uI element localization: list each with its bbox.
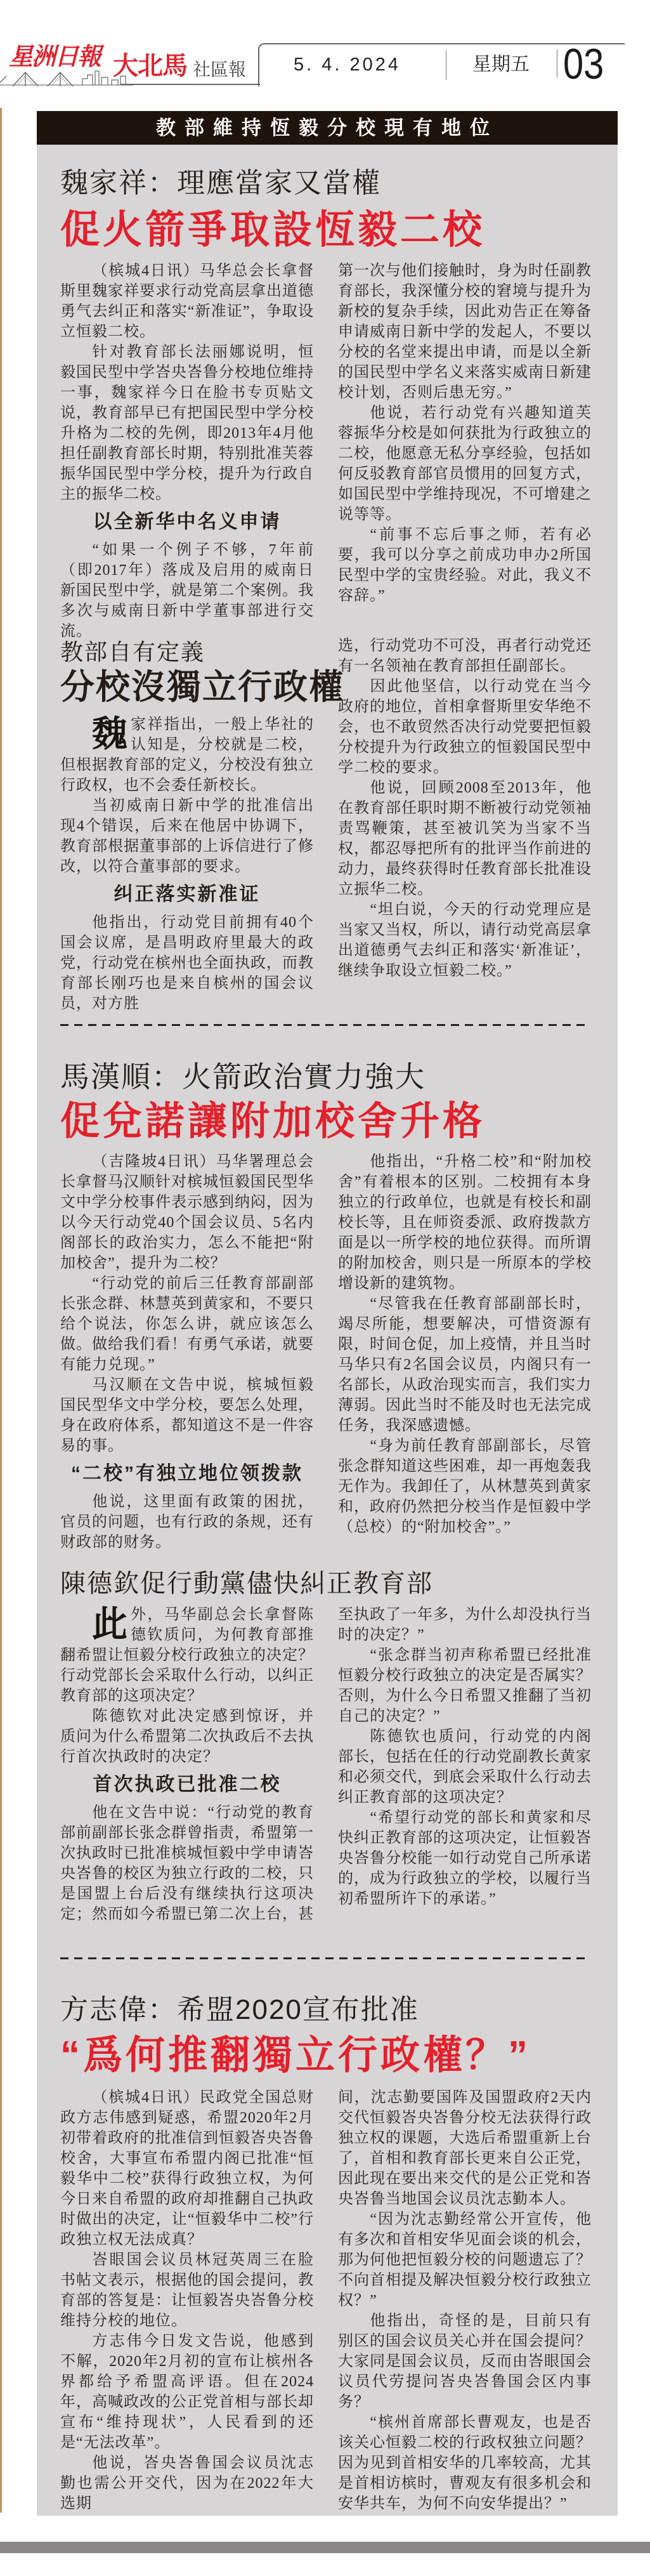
- paragraph: 他说，峇央峇鲁国会议员沈志勤也需公开交代，因为在2022年大选期: [60, 2455, 314, 2512]
- paragraph: 间，沈志勤要国阵及国盟政府2天内交代恒毅峇央峇鲁分校无法获得行政独立权的课题，大选后希盟重新上台了，首相和教育部长更来自公正党，因此现在要出来交代的是公正党和峇央峇鲁当地国会议员沈志勤本人。: [338, 2089, 592, 2207]
- article-column-right: [338, 1152, 592, 1537]
- article-kicker: 教部自有定義: [60, 639, 205, 665]
- subheading: “二校”有独立地位领拨款: [71, 1463, 303, 1484]
- paragraph: “前事不忘后事之师，若有必要，我可以分享之前成功申办2所国民型中学的宝贵经验。对此，我义不容辞。”: [338, 527, 592, 604]
- paragraph: “槟州首席部长曹观友，也是否该关心恒毅二校的行政权独立问题？因为见到首相安华的几率较高，尤其是首相访槟时，曹观友有很多机会和安华共车，为何不向安华提出？”: [338, 2414, 592, 2512]
- article-kicker: 馬漢順：火箭政治實力強大: [60, 1060, 426, 1093]
- issue-date: 5. 4. 2024: [294, 55, 401, 75]
- article-column-left: [60, 714, 314, 1014]
- page-number: 03: [563, 40, 604, 88]
- paragraph: “如果一个例子不够，7年前（即2017年）落成及启用的威南日新国民型中学，就是第二个案例。我多次与威南日新中学董事部进行交流。: [60, 542, 314, 640]
- edition-suffix: 社區報: [193, 60, 247, 79]
- paragraph: 他指出，奇怪的是，目前只有别区的国会议员关心并在国会提问？大家同是国会议员，反而由峇眼国会议员代劳提问峇央峇鲁国会区内事务？: [338, 2313, 592, 2410]
- paragraph: 他说，回顾2008至2013年，他在教育部任职时期不断被行动党领袖责骂鞭策，甚至被讥笑为当家不当权，都忍辱把所有的批评当作前进的动力，最终获得时任教育部长批准设立振华二校。: [338, 780, 592, 898]
- article-headline: 促火箭爭取設恆毅二校: [60, 208, 486, 252]
- article-headline: 促兌諾讓附加校舍升格: [60, 1100, 486, 1143]
- page-edge-strip: [0, 108, 2, 2513]
- paragraph: （槟城4日讯）民政党全国总财政方志伟感到疑惑，希盟2020年2月初带着政府的批准信到恒毅峇央峇鲁校舍，大事宣布希盟内阁已批准“恒毅华中二校”获得行政独立权，为何今日来自希盟的政府却推翻自己执政时做出的决定，让“恒毅华中二校”行政独立权无法成真？: [60, 2089, 314, 2248]
- paragraph: 陈德钦也质问，行动党的内阁部长，包括在任的行动党副教长黄家和必须交代，到底会采取什么行动去纠正教育部的这项决定？: [338, 1728, 592, 1806]
- paragraph: 马汉顺在文告中说，槟城恒毅国民型华文中学分校，要怎么处理，身在政府体系，都知道这不是一件容易的事。: [60, 1377, 314, 1454]
- paragraph: “行动党的前后三任教育部副部长张念群、林慧英到黄家和，不要只给个说法，你怎么讲，就应该怎么做。做给我们看！有勇气承诺，就要有能力兑现。”: [60, 1275, 314, 1373]
- paragraph: 他指出，行动党目前拥有40个国会议席，是昌明政府里最大的政党，行动党在槟州也全面执政，而教育部长刚巧也是来自槟州的国会议员，对方胜: [60, 914, 314, 1012]
- article-headline: 分校沒獨立行政權: [60, 668, 344, 706]
- paragraph: 至执政了一年多，为什么却没执行当时的决定？”: [338, 1607, 592, 1643]
- paragraph: 峇眼国会议员林冠英周三在脸书帖文表示，根据他的国会提问，教育部的答复是：让恒毅峇央峇鲁分校维持分校的地位。: [60, 2252, 314, 2329]
- footer-bar: [0, 2542, 650, 2553]
- paragraph: 选，行动党功不可没，再者行动党还有一名领袖在教育部担任副部长。: [338, 638, 592, 674]
- paragraph: “张念群当初声称希盟已经批准恒毅分校行政独立的决定是否属实？否则，为什么今日希盟又推翻了当初自己的决定？”: [338, 1647, 592, 1725]
- paragraph: 方志伟今日发文告说，他感到不解，2020年2月初的宣布让槟州各界都给予希盟高评语。但在2024年，高喊政改的公正党首相与部长却宣布“维持现状”，人民看到的还是“无法改革”。: [60, 2333, 314, 2451]
- paragraph: 当初威南日新中学的批准信出现4个错误，后来在他居中协调下，教育部根据董事部的上诉信进行了修改，以符合董事部的要求。: [60, 798, 314, 875]
- paragraph-text: 家祥指出，一般上华社的认知是，分校就是二校，但根据教育部的定义，分校没有独立行政权，也不会委任新校长。: [60, 716, 314, 794]
- paragraph: “希望行动党的部长和黄家和尽快纠正教育部的这项决定，让恒毅峇央峇鲁分校能一如行动党自己所承诺的，成为行政独立的学校，以履行当初希盟所许下的承诺。”: [338, 1810, 592, 1907]
- paragraph: 他说，这里面有政策的困扰，官员的问题，也有行政的条规，还有财政部的财务。: [60, 1494, 314, 1551]
- article-column-right: [338, 1605, 592, 1909]
- subheading: 纠正落实新准证: [114, 884, 261, 905]
- article-column-right: [338, 2087, 592, 2514]
- article-kicker: 魏家祥：理應當家又當權: [60, 168, 381, 199]
- edition-logo: 大北馬: [113, 52, 187, 80]
- paragraph: “坦白说，今天的行动党理应是当家又当权，所以，请行动党高层拿出道德勇气去纠正和落实‘新准证’，继续争取设立恒毅二校。”: [338, 902, 592, 979]
- article-kicker: 方志偉：希盟2020宣布批准: [60, 1994, 419, 2025]
- paper-logo: 星洲日報: [9, 42, 101, 70]
- paragraph: [60, 1605, 314, 1706]
- masthead-rule: [120, 84, 260, 85]
- paragraph: 他在文告中说：“行动党的教育部前副部长张念群曾指责，希盟第一次执政时已批准槟城恒毅中学申请峇央峇鲁的校区为独立行政的二校，只是国盟上台后没有继续执行这项决定；然而如今希盟已第二次上台，甚: [60, 1804, 314, 1922]
- paragraph: （吉隆坡4日讯）马华署理总会长拿督马汉顺针对槟城恒毅国民型华文中学分校事件表示感到纳闷，因为以今天行动党40个国会议员、5名内阁部长的政治实力，怎么不能把“附加校舍”，提升为二校？: [60, 1153, 314, 1272]
- dashed-divider: [60, 1957, 590, 1959]
- paragraph: 因此他坚信，以行动党在当今政府的地位，首相拿督斯里安华绝不会，也不敢贸然否决行动党要把恒毅分校提升为行政独立的恒毅国民型中学二校的要求。: [338, 678, 592, 776]
- dashed-divider: [60, 1024, 590, 1026]
- paragraph: 针对教育部长法丽娜说明，恒毅国民型中学峇央峇鲁分校地位维持一事，魏家祥今日在脸书专页贴文说，教育部早已有把国民型中学分校升格为二校的先例，即2013年4月他担任副教育部长时期，特别批准芙蓉振华国民型中学分校，提升为行政自主的振华二校。: [60, 344, 314, 503]
- issue-weekday: 星期五: [472, 54, 530, 75]
- drop-cap: 魏: [92, 714, 128, 755]
- paragraph: [60, 714, 314, 796]
- paragraph: 第一次与他们接触时，身为时任副教育部长，我深懂分校的窘境与提升为新校的复杂手续，因此劝告正在筹备申请威南日新中学的发起人，不要以分校的名堂来提出申请，而是以全新的国民型中学名义来落实威南日新建校计划，否则后患无穷。”: [338, 263, 592, 401]
- article-column-right: [338, 636, 592, 981]
- article-column-right: [338, 261, 592, 606]
- paragraph: “因为沈志勤经常公开宣传，他有多次和首相安华见面会谈的机会，那为何他把恒毅分校的问题遗忘了？不向首相提及解决恒毅分校行政独立权？”: [338, 2211, 592, 2309]
- article-column-left: [60, 1605, 314, 1924]
- drop-cap: 此: [92, 1604, 128, 1645]
- paragraph: 陈德钦对此决定感到惊讶，并质问为什么希盟第二次执政后不去执行首次执政时的决定？: [60, 1708, 314, 1765]
- subheading: 首次执政已批准二校: [93, 1774, 282, 1795]
- paragraph: 他指出，“升格二校”和“附加校舍”有着根本的区别。二校拥有本身独立的行政单位，也就是有校长和副校长等，且在师资委派、政府拨款方面是以一所学校的地位获得。而所谓的附加校舍，则只是一所原本的学校增设新的建筑物。: [338, 1153, 592, 1292]
- article-column-left: [60, 1152, 314, 1553]
- article-kicker: 陳德欽促行動黨儘快糾正教育部: [60, 1570, 433, 1598]
- paragraph: “尽管我在任教育部副部长时，竭尽所能，想要解决，可惜资源有限，时间仓促，加上疫情，并且当时马华只有2名国会议员，内阁只有一名部长，从政治现实而言，我们实力薄弱。因此当时不能及时也无法完成任务，我深感遗憾。: [338, 1296, 592, 1434]
- article-headline: “爲何推翻獨立行政權？”: [60, 2034, 531, 2077]
- paragraph-text: 外，马华副总会长拿督陈德钦质问，为何教育部推翻希盟让恒毅分校行政独立的决定？行动党部长会采取什么行动，以纠正教育部的这项决定？: [60, 1607, 314, 1704]
- section-banner: 教部維持恆毅分校現有地位: [37, 111, 618, 145]
- article-column-left: [60, 261, 314, 641]
- article-column-left: [60, 2087, 314, 2514]
- paragraph: 他说，若行动党有兴趣知道芙蓉振华分校是如何获批为行政独立的二校，他愿意无私分享经验，包括如何反驳教育部官员惯用的回复方式，如国民型中学维持现况，不可增建之说等等。: [338, 405, 592, 523]
- paragraph: “身为前任教育部副部长，尽管张念群知道这些困难，却一再炮轰我无作为。我卸任了，从林慧英到黄家和，政府仍然把分校当作是恒毅中学（总校）的“附加校舍”。”: [338, 1438, 592, 1535]
- subheading: 以全新华中名义申请: [93, 511, 282, 532]
- paragraph: （槟城4日讯）马华总会长拿督斯里魏家祥要求行动党高层拿出道德勇气去纠正和落实“新准证”，争取设立恒毅二校。: [60, 263, 314, 340]
